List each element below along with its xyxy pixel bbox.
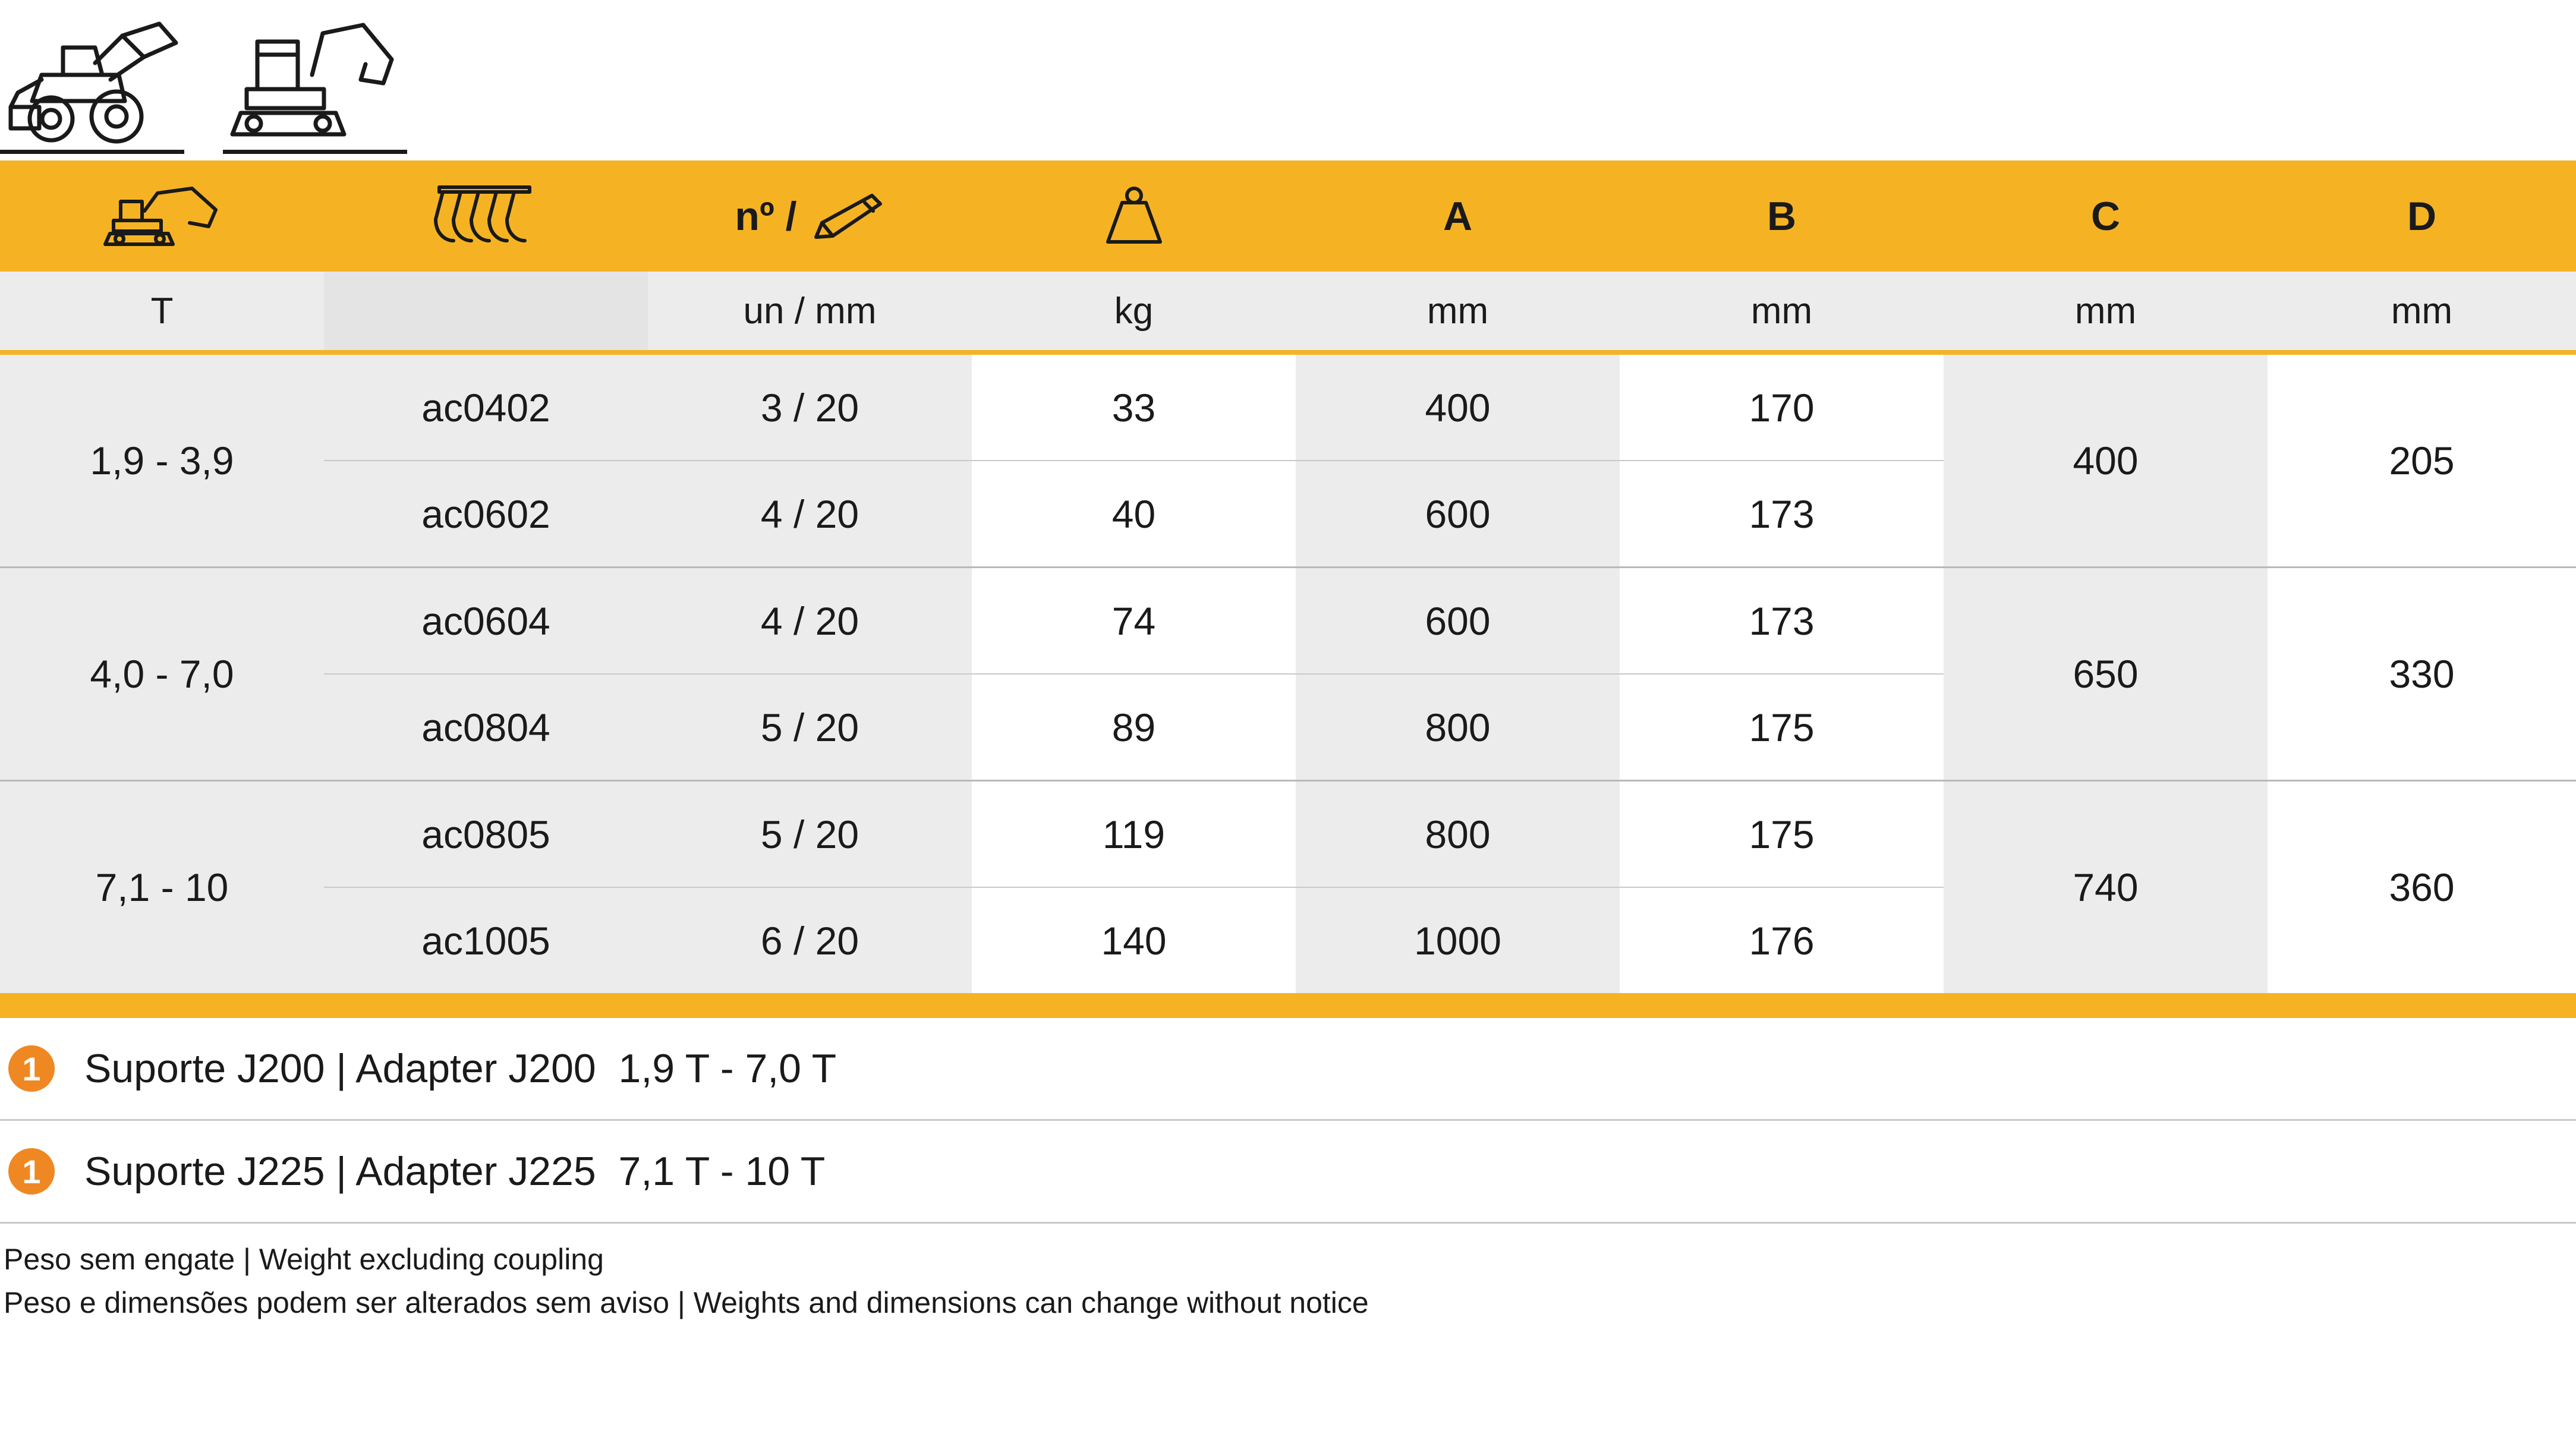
cell-a: 600 <box>1296 461 1620 568</box>
note-badge-2: 1 <box>8 1148 55 1195</box>
cell-model: ac0604 <box>324 568 648 675</box>
unit-a: mm <box>1296 272 1620 350</box>
header-col-a: A <box>1296 160 1620 272</box>
header-excavator-icon-cell <box>0 160 324 272</box>
cell-kg: 119 <box>972 781 1296 888</box>
cell-a: 800 <box>1296 781 1620 888</box>
cell-d: 360 <box>2268 781 2576 994</box>
table-header-icons <box>0 160 2576 272</box>
tooth-icon <box>808 190 885 243</box>
machine-underline-2 <box>223 150 407 154</box>
note-row-1 <box>0 1018 2576 1121</box>
cell-kg: 33 <box>972 355 1296 461</box>
cell-b: 170 <box>1620 355 1944 461</box>
cell-num: 5 / 20 <box>648 674 972 781</box>
cell-b: 175 <box>1620 781 1944 888</box>
header-teeth-label: nº / <box>735 193 797 239</box>
cell-a: 1000 <box>1296 887 1620 993</box>
cell-d: 205 <box>2268 355 2576 568</box>
header-weight-icon-cell <box>972 160 1296 272</box>
cell-c: 650 <box>1944 568 2268 781</box>
backhoe-loader-icon <box>6 18 184 146</box>
cell-num: 4 / 20 <box>648 461 972 568</box>
header-teeth-count-cell <box>648 160 972 272</box>
cell-model: ac0602 <box>324 461 648 568</box>
cell-tonnage: 7,1 - 10 <box>0 781 324 994</box>
fineprint-line-2: Peso e dimensões podem ser alterados sem aviso | Weights and dimensions can change without notice <box>4 1285 1369 1319</box>
cell-tonnage: 1,9 - 3,9 <box>0 355 324 568</box>
cell-model: ac1005 <box>324 887 648 993</box>
table-body <box>0 355 2576 993</box>
machine-type-row <box>0 0 2576 160</box>
unit-model <box>324 272 648 350</box>
fineprint-line-1: Peso sem engate | Weight excluding coupling <box>4 1243 604 1276</box>
cell-a: 800 <box>1296 674 1620 781</box>
note-text-1: Suporte J200 | Adapter J200 1,9 T - 7,0 T <box>84 1046 837 1091</box>
cell-model: ac0402 <box>324 355 648 461</box>
cell-num: 5 / 20 <box>648 781 972 888</box>
header-col-d: D <box>2268 160 2576 272</box>
cell-c: 740 <box>1944 781 2268 994</box>
cell-b: 173 <box>1620 461 1944 568</box>
header-col-c: C <box>1944 160 2268 272</box>
unit-d: mm <box>2268 272 2576 350</box>
header-rake-icon-cell <box>324 160 648 272</box>
header-yellow-rule <box>0 350 2576 355</box>
table-row <box>0 781 2576 888</box>
cell-kg: 40 <box>972 461 1296 568</box>
cell-kg: 140 <box>972 887 1296 993</box>
cell-num: 6 / 20 <box>648 887 972 993</box>
cell-b: 176 <box>1620 887 1944 993</box>
unit-b: mm <box>1620 272 1944 350</box>
unit-c: mm <box>1944 272 2268 350</box>
header-col-b: B <box>1620 160 1944 272</box>
cell-model: ac0804 <box>324 674 648 781</box>
cell-num: 4 / 20 <box>648 568 972 675</box>
mini-excavator-icon <box>223 18 401 146</box>
machine-underline-1 <box>0 150 184 154</box>
cell-num: 3 / 20 <box>648 355 972 461</box>
table-row <box>0 568 2576 675</box>
note-badge-1: 1 <box>8 1045 55 1092</box>
cell-a: 400 <box>1296 355 1620 461</box>
table-row <box>0 355 2576 461</box>
note-row-2 <box>0 1121 2576 1224</box>
table-header-units <box>0 272 2576 350</box>
unit-t: T <box>0 272 324 350</box>
cell-b: 175 <box>1620 674 1944 781</box>
unit-num: un / mm <box>648 272 972 350</box>
cell-d: 330 <box>2268 568 2576 781</box>
specification-table <box>0 160 2576 993</box>
fineprint-section <box>0 1224 2576 1324</box>
cell-c: 400 <box>1944 355 2268 568</box>
cell-tonnage: 4,0 - 7,0 <box>0 568 324 781</box>
cell-a: 600 <box>1296 568 1620 675</box>
unit-kg: kg <box>972 272 1296 350</box>
footer-yellow-bar <box>0 993 2576 1018</box>
cell-b: 173 <box>1620 568 1944 675</box>
note-text-2: Suporte J225 | Adapter J225 7,1 T - 10 T <box>84 1149 826 1194</box>
notes-section <box>0 1018 2576 1224</box>
cell-kg: 89 <box>972 674 1296 781</box>
cell-kg: 74 <box>972 568 1296 675</box>
cell-model: ac0805 <box>324 781 648 888</box>
